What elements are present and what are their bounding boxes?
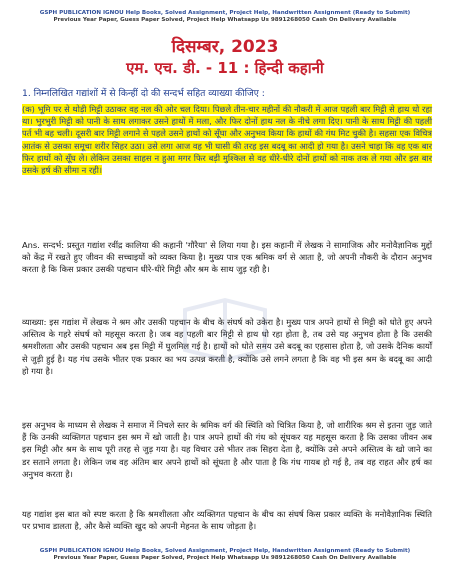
subject-title: एम. एच. डी. - 11 : हिन्दी कहानी (126, 59, 324, 77)
answer-conclusion-paragraph: यह गद्यांश इस बात को स्पष्ट करता है कि श्रमशीलता और व्यक्तिगत पहचान के बीच का संघर्ष किस प्रकार व्यक्ति के मनोवैज्ञानिक स्थिति पर प्रभाव डालता है, और कैसे व्यक्ति खुद को अपनी मेहनत के साथ जोड़ता है। (22, 509, 432, 532)
passage-text: (क) भूमि पर से थोड़ी मिट्टी उठाकर वह नल की ओर चल दिया। पिछले तीन-चार महीनों की नौकरी में आज पहली बार मिट्टी से हाथ धो रहा था। भुरभुरी मिट्टी को पानी के साथ लगाकर उसने हाथों में मला, और फिर दोनों हाथ नल के नीचे लगा दिए। पानी के साथ मिट्टी की पहली पर्त भी बह चली। दूसरी बार मिट्टी लगाने से पहले उसने हाथों को सूँघा और अनुभव किया कि हाथों की गंध मिट चुकी है। सहसा एक विचित्र आतंक से उसका समूचा शरीर सिहर उठा। उसे लगा आज वह भी घासी की तरह इस बदबू का आदी हो गया है। उसने चाहा कि वह एक बार फिर हाथों को सूँघ ले। लेकिन उसका साहस न हुआ मगर फिर बड़ी मुश्किल से वह धीरे-धीरे दोनों हाथों को नाक तक ले गया और इस बार उसके हर्ष की सीमा न रही। (22, 104, 432, 176)
footer-line-2: Previous Year Paper, Guess Paper Solved, Project Help Whatsapp Us 9891268050 Cash On Delivery Available (53, 555, 397, 561)
header-line-2: Previous Year Paper, Guess Paper Solved, Project Help Whatsapp Us 9891268050 Cash On Delivery Available (53, 17, 397, 23)
footer-line-1: GSPH PUBLICATION IGNOU Help Books, Solved Assignment, Project Help, Handwritten Assignment (Ready to Submit) (39, 548, 411, 554)
footer-banner (0, 548, 450, 562)
answer-explanation-paragraph: व्याख्या: इस गद्यांश में लेखक ने श्रम और उसकी पहचान के बीच के संघर्ष को उकेरा है। मुख्य पात्र अपने हाथों से मिट्टी को धोते हुए अपने अस्तित्व के गहरे संघर्ष को महसूस करता है। जब वह पहली बार मिट्टी से हाथ धो रहा होता है, तब उसे यह अनुभव होता है कि उसकी श्रमशीलता और उसकी पहचान अब इस मिट्टी में घुलमिल गई है। हाथों को धोते समय उसे बदबू का एहसास होता है, जो उसके दैनिक कार्यों से जुड़ी हुई है। यह गंध उसके भीतर एक प्रकार का भय उत्पन्न करती है, क्योंकि उसे लगने लगता है कि वह भी इस श्रम के बदबू का आदी हो गया है। (22, 317, 432, 376)
header-banner (0, 10, 450, 24)
header-line-1: GSPH PUBLICATION IGNOU Help Books, Solved Assignment, Project Help, Handwritten Assignment (Ready to Submit) (39, 10, 411, 16)
exam-date-title: दिसम्बर, 2023 (171, 37, 279, 57)
passage-block (22, 103, 432, 176)
answer-analysis-paragraph: इस अनुभव के माध्यम से लेखक ने समाज में निचले स्तर के श्रमिक वर्ग की स्थिति को चित्रित किया है, जो शारीरिक श्रम से इतना जुड़ जाते हैं कि उनकी व्यक्तिगत पहचान इस श्रम में खो जाती है। पात्र अपने हाथों की गंध को सूंघकर यह महसूस करता है कि उसका जीवन अब इस मिट्टी और श्रम के साथ पूरी तरह से जुड़ गया है। यह विचार उसे भीतर तक सिहरा देता है, क्योंकि उसे अपने अस्तित्व के खो जाने का डर सताने लगता है। लेकिन जब वह अंतिम बार अपने हाथों को सूंघता है और पाता है कि गंध गायब हो गई है, तब वह राहत और हर्ष का अनुभव करता है। (22, 420, 432, 479)
question-text: 1. निम्नलिखित गद्यांशों में से किन्हीं दो की सन्दर्भ सहित व्याख्या कीजिए : (22, 88, 265, 99)
answer-context-paragraph: Ans. सन्दर्भ: प्रस्तुत गद्यांश रवींद्र कालिया की कहानी 'गौरैया' से लिया गया है। इस कहानी में लेखक ने सामाजिक और मनोवैज्ञानिक मुद्दों को केंद्र में रखते हुए जीवन की सच्चाइयों को व्यक्त किया है। मुख्य पात्र एक श्रमिक वर्ग से आता है, जो अपनी नौकरी के दौरान अनुभव करता है कि किस प्रकार उसकी पहचान धीरे-धीरे मिट्टी और श्रम के साथ जुड़ रही है। (22, 240, 432, 275)
